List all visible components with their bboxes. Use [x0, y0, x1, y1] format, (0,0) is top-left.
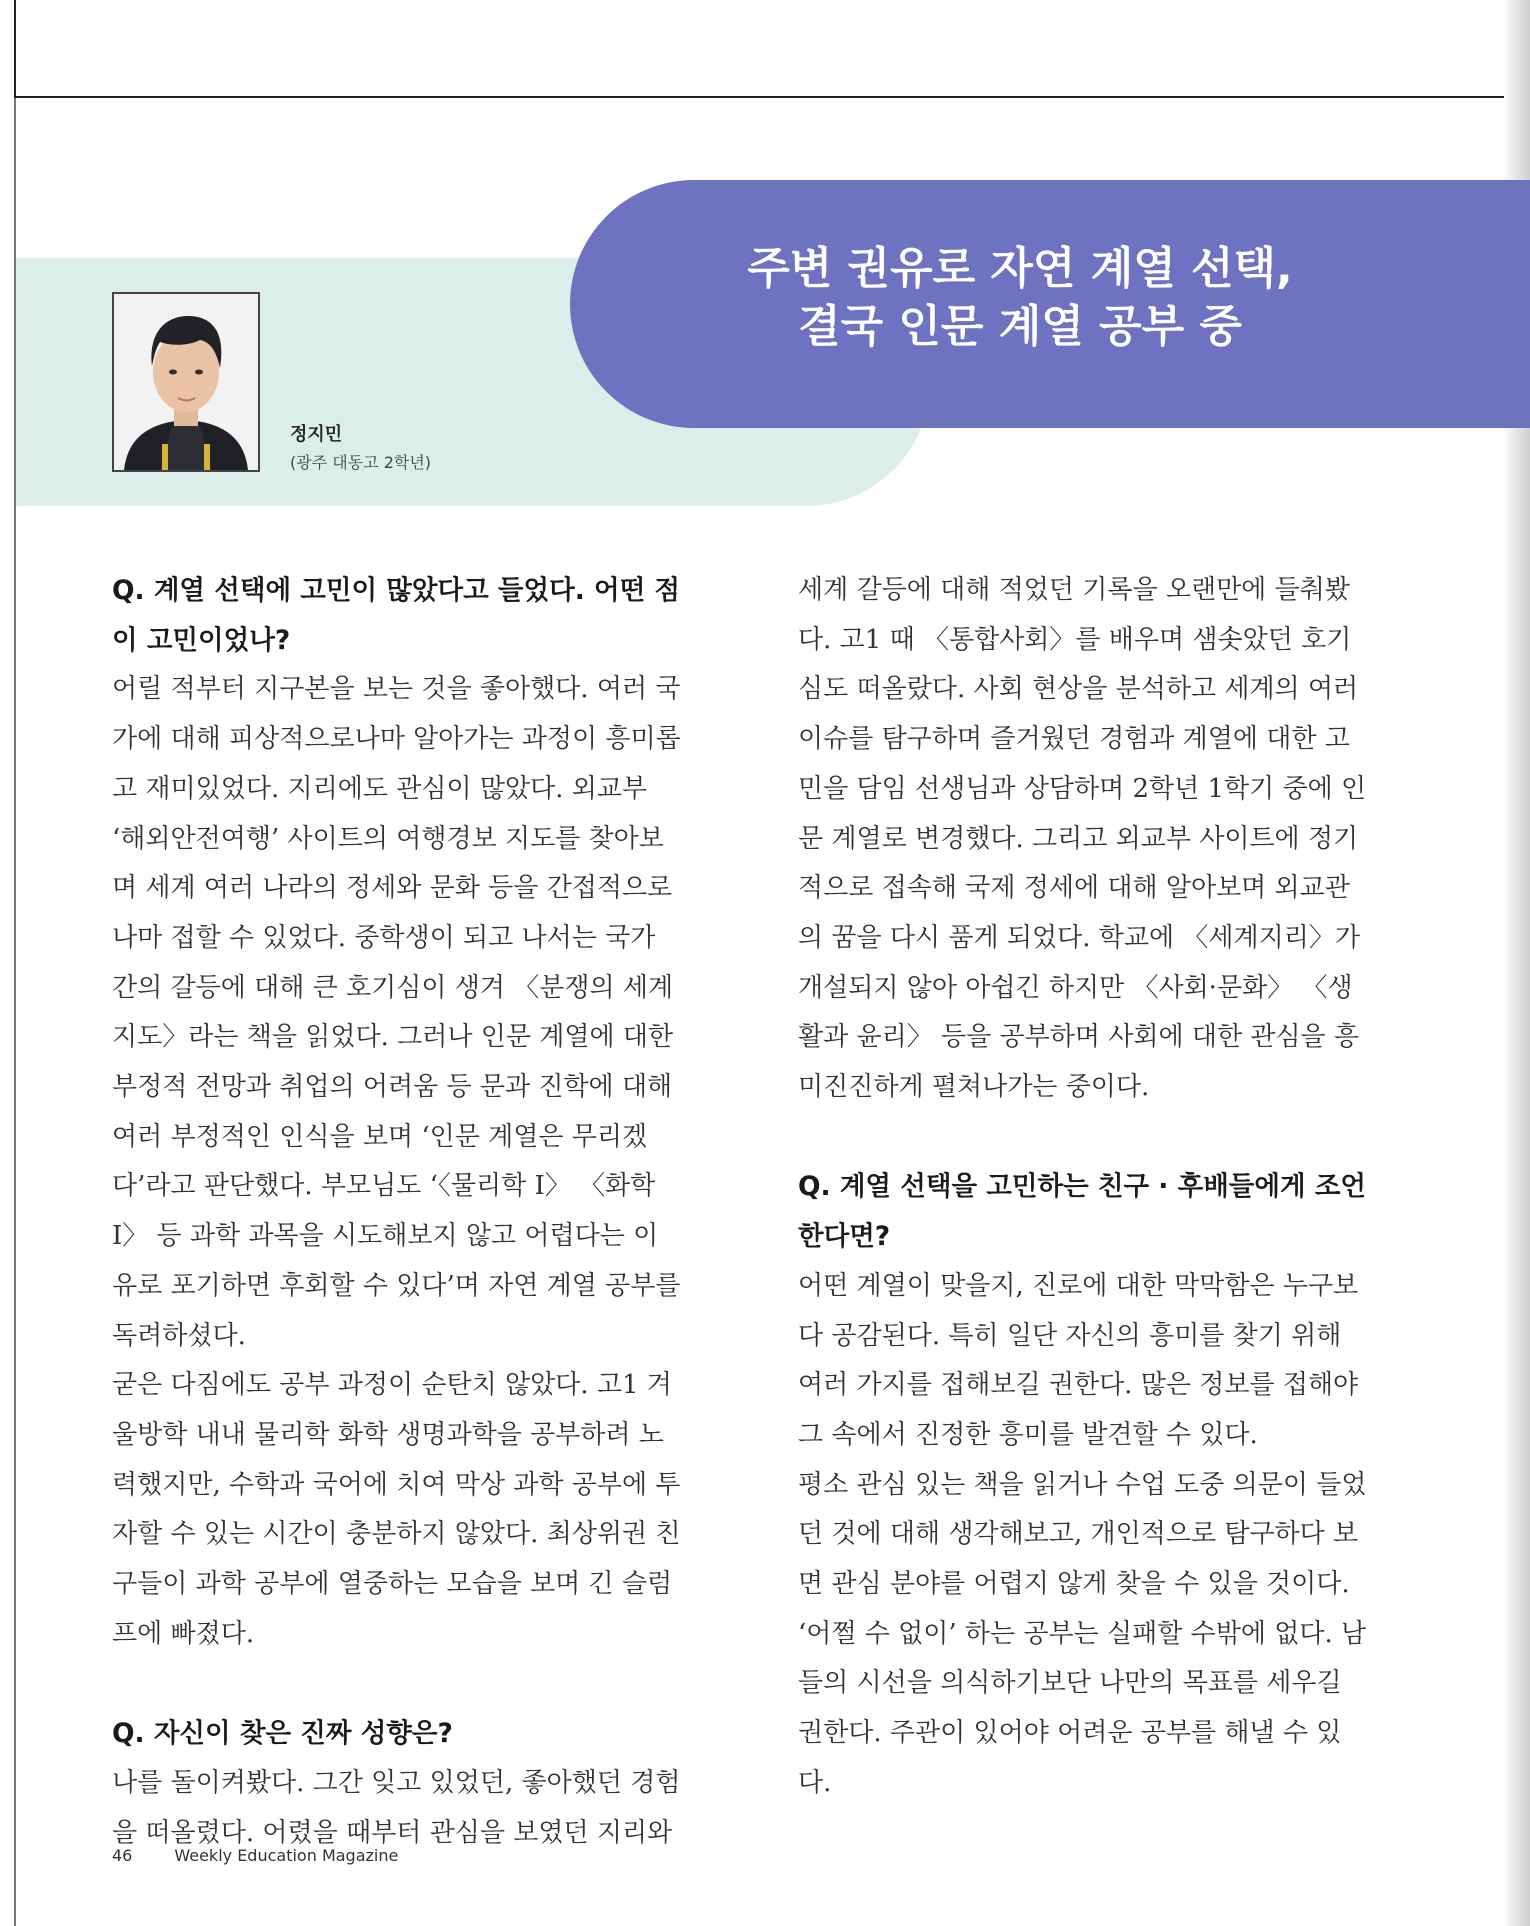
page-frame-top — [14, 0, 1530, 98]
student-portrait-image — [114, 294, 258, 470]
page-number: 46 — [112, 1846, 133, 1865]
answer-paragraph: 나를 돌이켜봤다. 그간 잊고 있었던, 좋아했던 경험을 떠올렸다. 어렸을 때부터 관심을 보였던 지리와 — [112, 1767, 681, 1848]
magazine-name: Weekly Education Magazine — [174, 1846, 399, 1865]
section-gap — [112, 1659, 682, 1709]
student-school: (광주 대동고 2학년) — [290, 453, 432, 472]
answer-paragraph: 어떤 계열이 맞을지, 진로에 대한 막막함은 누구보다 공감된다. 특히 일단 자신의 흥미를 찾기 위해 여러 가지를 접해보길 권한다. 많은 정보를 접해야 그 속에서 진정한 흥미를 발견할 수 있다. — [798, 1270, 1359, 1450]
answer-paragraph: 세계 갈등에 대해 적었던 기록을 오랜만에 들춰봤다. 고1 때 〈통합사회〉를 배우며 샘솟았던 호기심도 떠올랐다. 사회 현상을 분석하고 세계의 여러 이슈를 탐구하며 즐거웠던 경험과 계열에 대한 고민을 담임 선생님과 상담하며 2학년 1학기 중에 인문 계열로 변경했다. 그리고 외교부 사이트에 정기적으로 접속해 국제 정세에 대해 알아보며 외교관의 꿈을 다시 품게 되었다. 학교에 〈세계지리〉가 개설되지 않아 아쉽긴 하지만 〈사회·문화〉 〈생활과 윤리〉 등을 공부하며 사회에 대한 관심을 흥미진진하게 펼쳐나가는 중이다. — [798, 575, 1367, 1103]
article-column-right — [798, 566, 1368, 1809]
question-heading: Q. 자신이 찾은 진짜 성향은? — [112, 1718, 453, 1750]
section-gap — [798, 1113, 1368, 1163]
answer-paragraph: 어릴 적부터 지구본을 보는 것을 좋아했다. 여러 국가에 대해 피상적으로나마 알아가는 과정이 흥미롭고 재미있었다. 지리에도 관심이 많았다. 외교부 ‘해외안전여행’ 사이트의 여행경보 지도를 찾아보며 세계 여러 나라의 정세와 문화 등을 간접적으로나마 접할 수 있었다. 중학생이 되고 나서는 국가 간의 갈등에 대해 큰 호기심이 생겨 〈분쟁의 세계지도〉라는 책을 읽었다. 그러나 인문 계열에 대한 부정적 전망과 취업의 어려움 등 문과 진학에 대해 여러 부정적인 인식을 보며 ‘인문 계열은 무리겠다’라고 판단했다. 부모님도 ‘〈물리학 I〉 〈화학 I〉 등 과학 과목을 시도해보지 않고 어렵다는 이유로 포기하면 후회할 수 있다’며 자연 계열 공부를 독려하셨다. — [112, 674, 681, 1351]
answer-paragraph: 굳은 다짐에도 공부 과정이 순탄치 않았다. 고1 겨울방학 내내 물리학 화학 생명과학을 공부하려 노력했지만, 수학과 국어에 치여 막상 과학 공부에 투자할 수 있는 시간이 충분하지 않았다. 최상위권 친구들이 과학 공부에 열중하는 모습을 보며 긴 슬럼프에 빠졌다. — [112, 1370, 681, 1649]
page-headline — [600, 240, 1440, 356]
student-portrait — [112, 292, 260, 472]
student-name: 정지민 — [290, 424, 343, 445]
article-column-left — [112, 566, 682, 1858]
answer-paragraph: 평소 관심 있는 책을 읽거나 수업 도중 의문이 들었던 것에 대해 생각해보고, 개인적으로 탐구하다 보면 관심 분야를 어렵지 않게 찾을 수 있을 것이다. ‘어쩔 수 없이’ 하는 공부는 실패할 수밖에 없다. 남들의 시선을 의식하기보단 나만의 목표를 세우길 권한다. 주관이 있어야 어려운 공부를 해낼 수 있다. — [798, 1469, 1367, 1798]
page-footer — [112, 1846, 398, 1865]
question-heading: Q. 계열 선택에 고민이 많았다고 들었다. 어떤 점이 고민이었나? — [112, 575, 681, 656]
question-heading: Q. 계열 선택을 고민하는 친구 · 후배들에게 조언한다면? — [798, 1171, 1367, 1253]
headline-line-2: 결국 인문 계열 공부 중 — [798, 301, 1242, 352]
headline-line-1: 주변 권유로 자연 계열 선택, — [747, 243, 1293, 294]
